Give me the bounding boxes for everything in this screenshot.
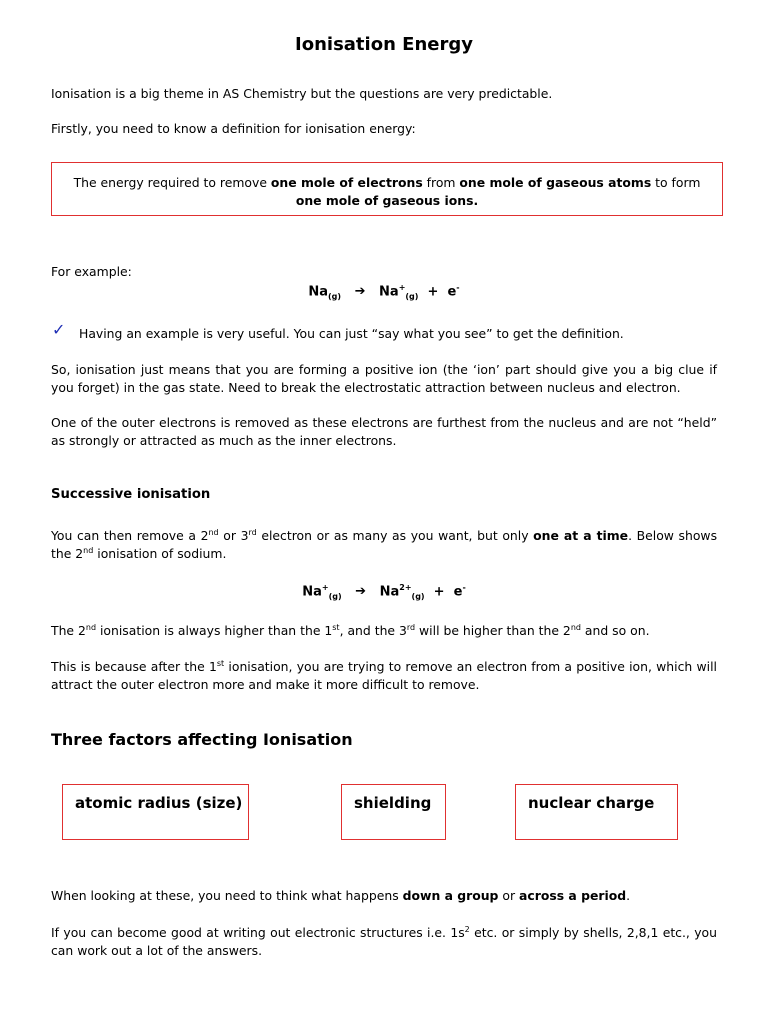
definition-box [51,162,723,216]
intro-paragraph: Ionisation is a big theme in AS Chemistry but the questions are very predictable. [51,86,553,101]
checkmark-icon: ✓ [52,320,66,339]
page-title: Ionisation Energy [295,34,473,55]
equation-first-ionisation: $Na_{(g)}$ ➔ $Na^+_{(g)} + e^-$ [308,283,460,301]
for-example-label: For example: [51,264,132,279]
factor-label: nuclear charge [528,794,655,812]
factor-box-shielding [341,784,446,840]
factor-label: atomic radius (size) [75,794,243,812]
firstly-paragraph: Firstly, you need to know a definition for ionisation energy: [51,121,416,136]
outer-electrons-paragraph: One of the outer electrons is removed as these electrons are furthest from the nucleus and are not “held” as strongly or attracted as much as the inner electrons. [51,415,717,448]
good-paragraph: If you can become good at writing out electronic structures i.e. $1s^2$ etc. or simply by shells, 2,8,1 etc., you can work out a lot of the answers. [51,924,717,958]
check-note: Having an example is very useful. You can just “say what you see” to get the definition. [79,326,624,341]
definition-text: The energy required to remove one mole of electrons from one mole of gaseous atoms to form one mole of gaseous ions. [73,175,701,208]
factors-heading: Three factors affecting Ionisation [51,730,353,749]
factor-label: shielding [354,794,432,812]
factor-box-atomic-radius [62,784,249,840]
successive-heading: Successive ionisation [51,487,211,502]
successive-paragraph: You can then remove a 2nd or 3rd electron or as many as you want, but only one at a time. Below shows the 2nd ionisation of sodium. [51,527,718,561]
factor-box-nuclear-charge [515,784,678,840]
so-paragraph: So, ionisation just means that you are forming a positive ion (the ‘ion’ part should give you a big clue if you forget) in the gas state. Need to break the electrostatic attraction between nucleus and electron. [51,362,717,395]
arrow-icon: ➔ [354,284,366,300]
looking-paragraph: When looking at these, you need to think what happens down a group or across a period. [51,888,631,903]
equation-second-ionisation: $Na^+_{(g)}$ ➔ $Na^{2+}_{(g)} + e^-$ [302,583,466,601]
because-paragraph: This is because after the 1st ionisation, you are trying to remove an electron from a positive ion, which will attract the outer electron more and make it more difficult to remove. [51,658,717,692]
higher-paragraph: The 2nd ionisation is always higher than the 1st, and the 3rd will be higher than the 2nd and so on. [51,622,650,638]
arrow-icon: ➔ [355,584,367,600]
